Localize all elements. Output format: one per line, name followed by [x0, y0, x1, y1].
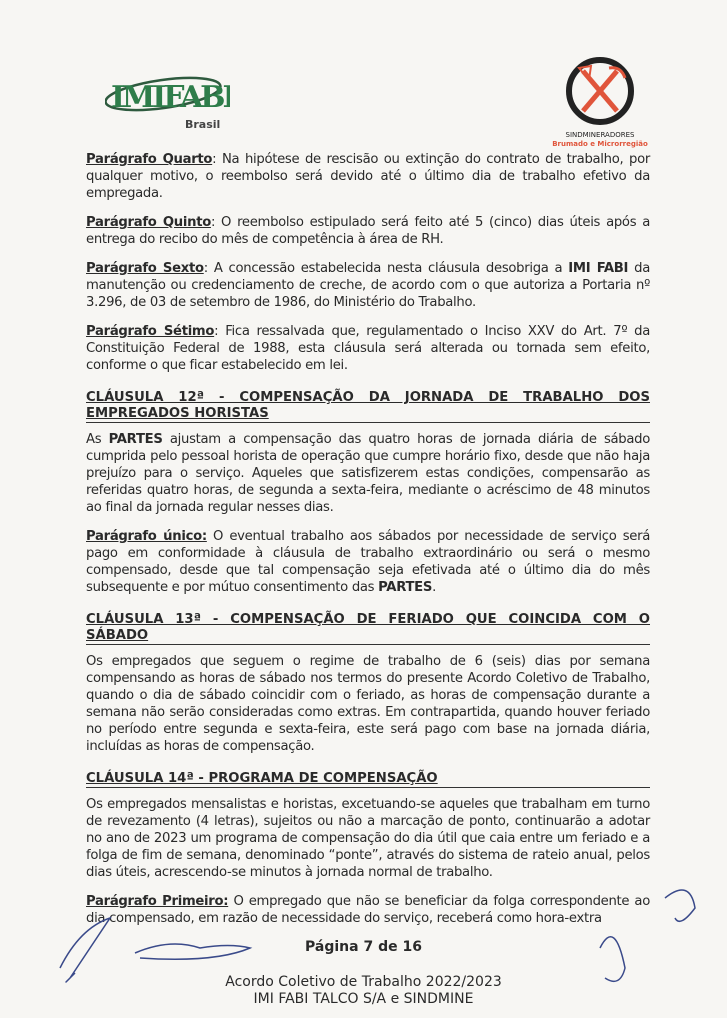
paragraph-text: : O reembolso estipulado será feito até 5 (cinco) dias úteis após a entrega do recibo do mês de competência à área de RH.: [86, 215, 650, 247]
paragraph-text: .: [432, 580, 436, 595]
svg-text:Brumado e Microrregião: Brumado e Microrregião: [552, 140, 648, 148]
page-number: Página 7 de 16: [305, 939, 422, 955]
paragraph-text: : Fica ressalvada que, regulamentado o Inciso XXV do Art. 7º da Constituição Federal de 1988, esta cláusula será alterada ou tornada sem efeito, conforme o que ficar estabelecido em lei.: [86, 324, 650, 373]
clause-14-heading: [86, 771, 650, 788]
clause-13-heading: [86, 612, 650, 645]
footer-line-1: Acordo Coletivo de Trabalho 2022/2023: [225, 974, 502, 990]
paragraph-text: : A concessão estabelecida nesta cláusula desobriga a: [203, 261, 569, 276]
paragraph-label: Parágrafo Quinto: [86, 215, 211, 230]
paragraph-label: Parágrafo Primeiro:: [86, 894, 229, 909]
paragraph-text: O empregado que não se beneficiar da folga correspondente ao dia compensado, em razão de necessidade do serviço, receberá como hora-extra: [86, 894, 650, 926]
clause-13-body: [86, 653, 650, 755]
heading-line: EMPREGADOS HORISTAS: [86, 406, 269, 421]
clause-12-heading: [86, 390, 650, 423]
svg-text:Brasil: Brasil: [185, 118, 221, 131]
paragraph-text: O eventual trabalho aos sábados por necessidade de serviço será pago em conformidade à cláusula de trabalho extraordinário ou será o mesmo compensado, desde que tal compensação seja efetivada até o último dia do mês subsequente e por mútuo consentimento das: [86, 529, 650, 595]
clause-12-body: [86, 431, 650, 516]
body-text: Os empregados mensalistas e horistas, excetuando-se aqueles que trabalham em turno de revezamento (4 letras), sujeitos ou não a marcação de ponto, continuarão a adotar no ano de 2023 um programa de compensação do dia útil que caia entre um feriado e a folga de fim de semana, denominado “ponte”, através do sistema de rateio anual, pelos dias úteis, acrescendo-se minutos à jornada normal de trabalho.: [86, 797, 650, 880]
paragraph-label: Parágrafo Sétimo: [86, 324, 215, 339]
heading-line: CLÁUSULA 14ª - PROGRAMA DE COMPENSAÇÃO: [86, 771, 438, 786]
footer-line-2: IMI FABI TALCO S/A e SINDMINE: [253, 991, 474, 1007]
paragraph-label: Parágrafo único:: [86, 529, 207, 544]
body-text: As: [86, 432, 109, 447]
paragraph-text: : Na hipótese de rescisão ou extinção do contrato de trabalho, por qualquer motivo, o reembolso será devido até o último dia de trabalho efetivo da empregada.: [86, 152, 650, 201]
paragrafo-primeiro: [86, 893, 650, 927]
heading-line: CLÁUSULA 12ª - COMPENSAÇÃO DA JORNADA DE TRABALHO DOS: [86, 390, 650, 405]
paragraph-label: Parágrafo Quarto: [86, 152, 213, 167]
svg-text:SINDMINERADORES: SINDMINERADORES: [565, 131, 635, 139]
company-name: IMI FABI: [568, 261, 629, 276]
paragrafo-sexto: [86, 260, 650, 311]
body-text: ajustam a compensação das quatro horas de jornada diária de sábado cumprida pelo pessoal horista de operação que cumpre horário fixo, desde que não haja prejuízo para o serviço. Aqueles que satisfizerem estas condições, compensarão as referidas quatro horas, de segunda a sexta-feira, mediante o acréscimo de 48 minutos ao final da jornada regular nesses dias.: [86, 432, 650, 515]
body-text: Os empregados que seguem o regime de trabalho de 6 (seis) dias por semana compensando as horas de sábado nos termos do presente Acordo Coletivo de Trabalho, quando o dia de sábado coincidir com o feriado, as horas de compensação durante a semana não serão consideradas como extras. Em contrapartida, quando houver feriado no período entre segunda e sexta-feira, este será pago com base na jornada diária, incluídas as horas de compensação.: [86, 654, 650, 754]
partes: PARTES: [108, 432, 163, 447]
paragrafo-setimo: [86, 323, 650, 374]
partes: PARTES: [378, 580, 433, 595]
paragrafo-unico: [86, 528, 650, 596]
paragraph-text: da manutenção ou credenciamento de creche, de acordo com o que autoriza a Portaria nº 3.296, de 03 de setembro de 1986, do Ministério do Trabalho.: [86, 261, 650, 310]
heading-line: SÁBADO: [86, 628, 149, 643]
paragrafo-quinto: [86, 214, 650, 248]
paragraph-label: Parágrafo Sexto: [86, 261, 204, 276]
clause-14-body: [86, 796, 650, 881]
paragrafo-quarto: [86, 151, 650, 202]
heading-line: CLÁUSULA 13ª - COMPENSAÇÃO DE FERIADO QUE COINCIDA COM O: [86, 612, 650, 627]
svg-text:IMIFABI: IMIFABI: [111, 80, 230, 115]
